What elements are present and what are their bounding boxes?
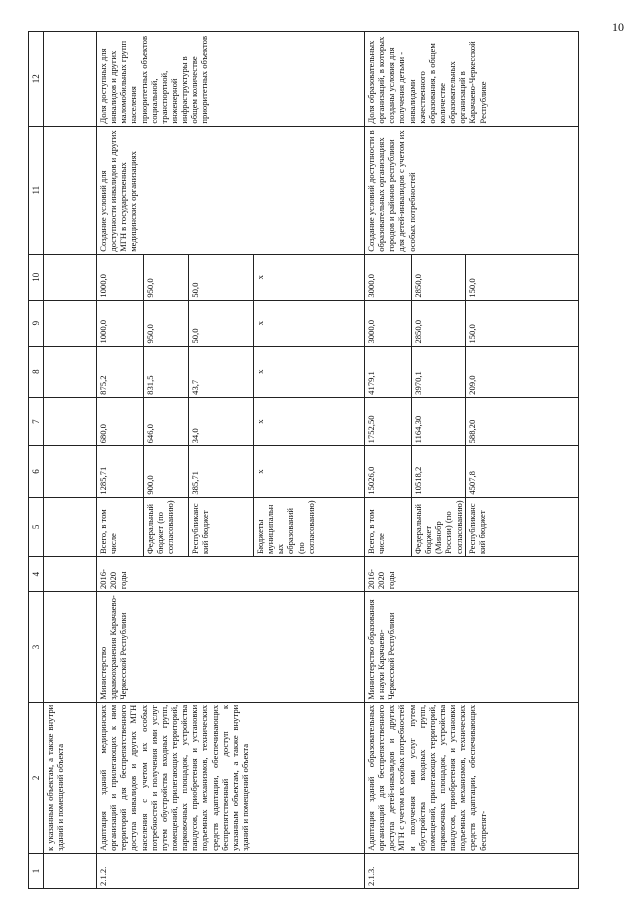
funding-year: 646,0 bbox=[144, 397, 189, 446]
funding-year: x bbox=[254, 346, 365, 397]
col-header: 1 bbox=[29, 853, 44, 888]
page-number: 10 bbox=[612, 20, 624, 34]
funding-total: x bbox=[254, 446, 365, 497]
continuation-row bbox=[44, 32, 97, 889]
funding-year: 34,0 bbox=[189, 397, 254, 446]
funding-year: 3000,0 bbox=[365, 254, 412, 300]
col-header: 9 bbox=[29, 300, 44, 346]
table-cell bbox=[44, 300, 97, 346]
period: 2016-2020 годы bbox=[97, 557, 365, 592]
executor: Министерство здравоохранения Карачаево-Черкесской Республики bbox=[97, 592, 365, 703]
funding-year: 2850,0 bbox=[412, 254, 466, 300]
funding-total: 15026,0 bbox=[365, 446, 412, 497]
funding-source: Бюджеты муниципальных образований (по согласованию) bbox=[254, 497, 365, 556]
expected-result: Создание условий для доступности инвалидов и других МГН в государственных медицинских организациях bbox=[97, 126, 365, 254]
table-row bbox=[97, 32, 144, 889]
column-number-row bbox=[29, 32, 44, 889]
col-header: 11 bbox=[29, 126, 44, 254]
table-cell bbox=[44, 446, 97, 497]
funding-year: 680,0 bbox=[97, 397, 144, 446]
continuation-text: к указанным объектам, а также внутри зданий и помещений объекта bbox=[44, 702, 97, 853]
col-header: 7 bbox=[29, 397, 44, 446]
funding-year: 1752,50 bbox=[365, 397, 412, 446]
funding-source: Республиканский бюджет bbox=[465, 497, 578, 556]
table-row bbox=[365, 32, 412, 889]
col-header: 4 bbox=[29, 557, 44, 592]
funding-year: x bbox=[254, 300, 365, 346]
funding-total: 900,0 bbox=[144, 446, 189, 497]
funding-source: Федеральный бюджет (Минобр России) (по согласованию) bbox=[412, 497, 466, 556]
funding-year: 831,5 bbox=[144, 346, 189, 397]
funding-year: 1000,0 bbox=[97, 300, 144, 346]
funding-year: 3970,1 bbox=[412, 346, 466, 397]
table-cell bbox=[44, 254, 97, 300]
target-indicator: Доля образовательных организаций, в которых созданы условия для получения детьми - инвалидами качественного образования, в общем количестве образовательных организаций в Карачаево-Черкесской Республике bbox=[365, 32, 579, 127]
funding-year: 2850,0 bbox=[412, 300, 466, 346]
funding-total: 385,71 bbox=[189, 446, 254, 497]
row-code: 2.1.2. bbox=[97, 853, 365, 888]
funding-year: 150,0 bbox=[465, 300, 578, 346]
col-header: 2 bbox=[29, 702, 44, 853]
col-header: 12 bbox=[29, 32, 44, 127]
funding-year: 50,0 bbox=[189, 300, 254, 346]
funding-year: 950,0 bbox=[144, 254, 189, 300]
funding-source: Федеральный бюджет (по согласованию) bbox=[144, 497, 189, 556]
funding-year: x bbox=[254, 254, 365, 300]
table-cell bbox=[44, 853, 97, 888]
funding-year: 43,7 bbox=[189, 346, 254, 397]
col-header: 5 bbox=[29, 497, 44, 556]
period: 2016-2020 годы bbox=[365, 557, 579, 592]
col-header: 3 bbox=[29, 592, 44, 703]
executor: Министерство образования и науки Карачаево-Черкесской Республики bbox=[365, 592, 579, 703]
event-description: Адаптация зданий медицинских организаций и прилегающих к ним территорий для беспрепятственного доступа инвалидов и других МГН населения с учетом их особых потребностей и получения ими услуг путем обустройства входных групп, помещений, прилегающих территорий, парковочных площадок, устройства пандусов, приобретения и установки подъемных механизмов, технических средств адаптации, обеспечивающих беспрепятственный доступ к указанным объектам, а также внутри зданий и помещений объекта bbox=[97, 702, 365, 853]
funding-source: Республиканский бюджет bbox=[189, 497, 254, 556]
funding-year: 1000,0 bbox=[97, 254, 144, 300]
row-code: 2.1.3. bbox=[365, 853, 579, 888]
col-header: 8 bbox=[29, 346, 44, 397]
event-description: Адаптация зданий образовательных организаций для беспрепятственного доступа детей-инвалидов и других МГН с учетом их особых потребностей и получения ими услуг путем обустройства входных групп, помещений, прилегающих территорий, парковочных площадок, устройства пандусов, приобретения и установки подъемных механизмов, технических средств адаптации, обеспечивающих беспрепят- bbox=[365, 702, 579, 853]
table-cell bbox=[44, 397, 97, 446]
funding-year: 209,0 bbox=[465, 346, 578, 397]
funding-year: x bbox=[254, 397, 365, 446]
col-header: 6 bbox=[29, 446, 44, 497]
expected-result: Создание условий доступности в образовательных организациях городов и районов республики для детей-инвалидов с учетом их особых потребностей bbox=[365, 126, 579, 254]
table-cell bbox=[44, 592, 97, 703]
funding-year: 1164,30 bbox=[412, 397, 466, 446]
table-cell bbox=[44, 497, 97, 556]
funding-total: 10518,2 bbox=[412, 446, 466, 497]
table-cell bbox=[44, 32, 97, 127]
funding-year: 875,2 bbox=[97, 346, 144, 397]
col-header: 10 bbox=[29, 254, 44, 300]
target-indicator: Доля доступных для инвалидов и других маломобильных групп населения приоритетных объектов социальной, транспортной, инженерной инфраструктуры в общем количестве приоритетных объектов bbox=[97, 32, 365, 127]
funding-total: 4507,8 bbox=[465, 446, 578, 497]
funding-source: Всего, в том числе bbox=[365, 497, 412, 556]
funding-total: 1285,71 bbox=[97, 446, 144, 497]
funding-year: 50,0 bbox=[189, 254, 254, 300]
funding-year: 3000,0 bbox=[365, 300, 412, 346]
funding-year: 588,20 bbox=[465, 397, 578, 446]
funding-year: 950,0 bbox=[144, 300, 189, 346]
table-cell bbox=[44, 557, 97, 592]
funding-source: Всего, в том числе bbox=[97, 497, 144, 556]
program-table bbox=[28, 31, 579, 889]
table-cell bbox=[44, 346, 97, 397]
funding-year: 150,0 bbox=[465, 254, 578, 300]
rotated-table-container bbox=[28, 31, 614, 889]
funding-year: 4179,1 bbox=[365, 346, 412, 397]
table-cell bbox=[44, 126, 97, 254]
